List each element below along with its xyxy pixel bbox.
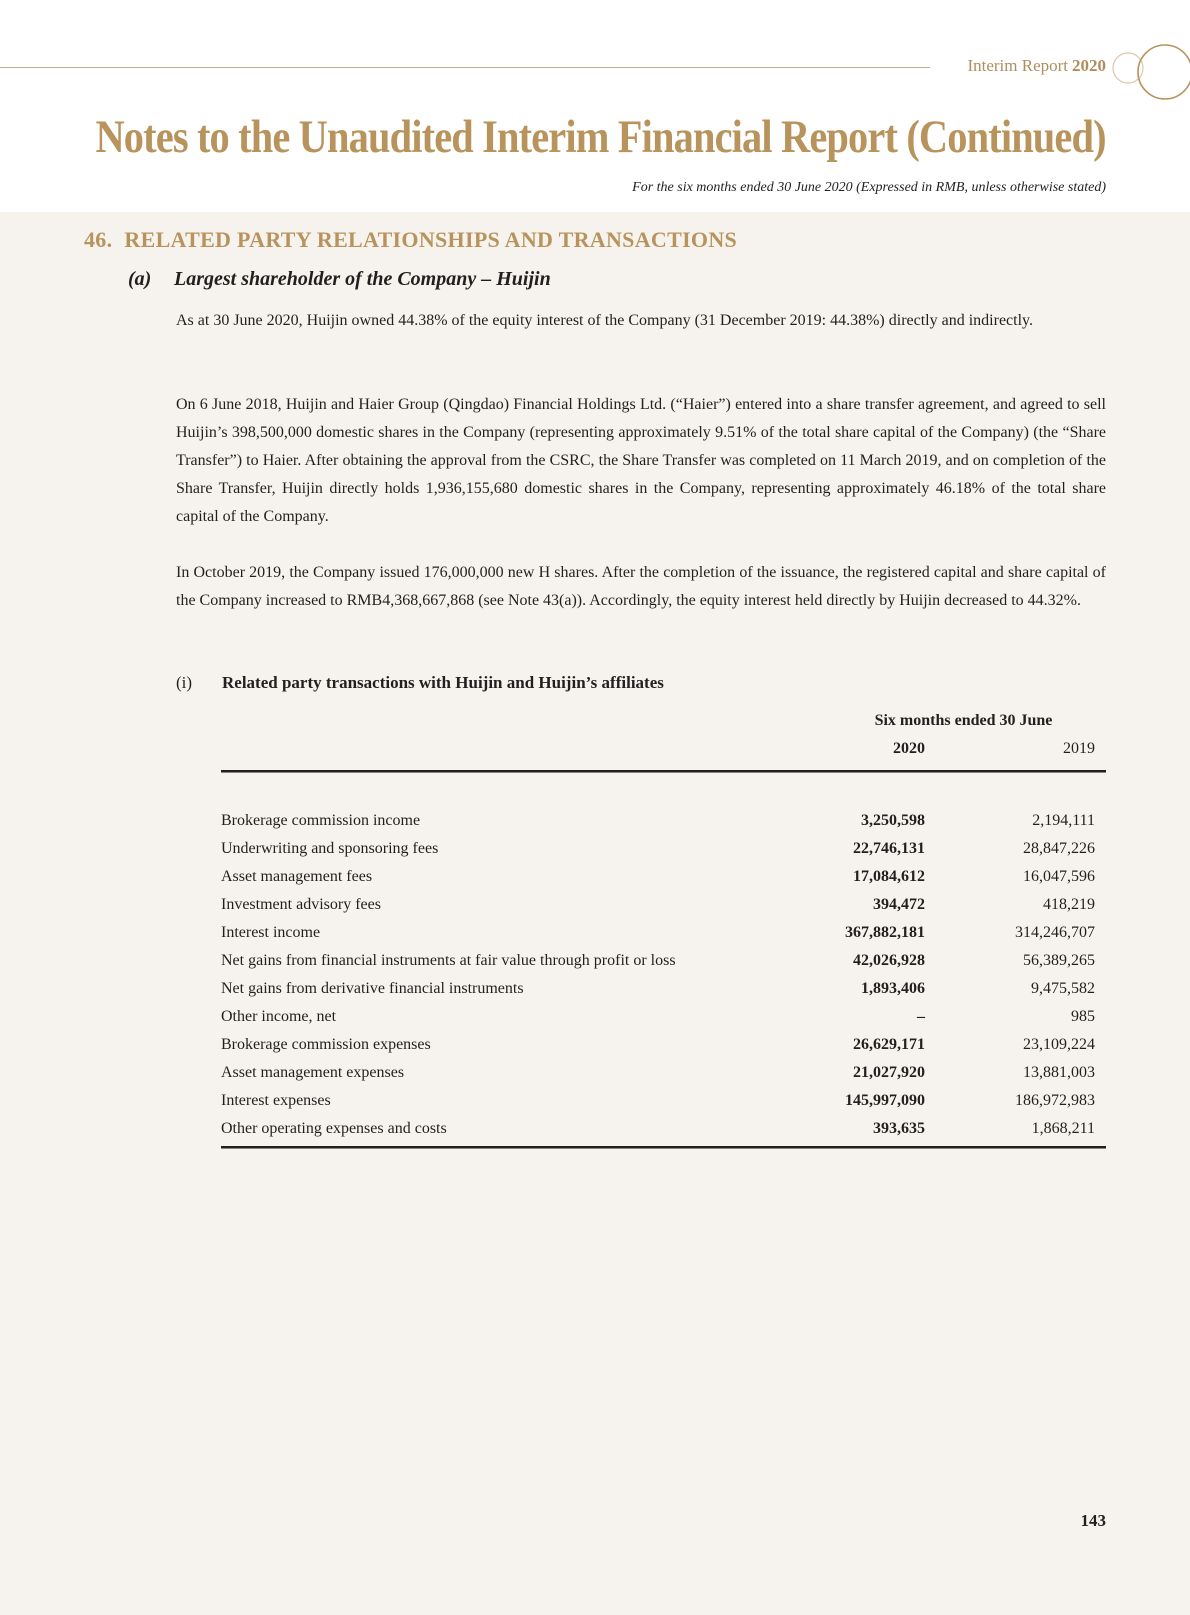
row-label: Other operating expenses and costs (221, 1120, 447, 1137)
row-value-2020: 3,250,598 (861, 812, 925, 829)
table-row (221, 947, 1106, 975)
section-title-text: RELATED PARTY RELATIONSHIPS AND TRANSACTIONS (124, 227, 738, 252)
row-value-2020: 393,635 (873, 1120, 925, 1137)
page-number: 143 (1080, 1511, 1106, 1530)
row-label: Underwriting and sponsoring fees (221, 840, 439, 857)
subsubsection-title-text: Related party transactions with Huijin and Huijin’s affiliates (222, 673, 664, 692)
row-value-2019: 9,475,582 (1031, 980, 1095, 997)
table-row (221, 807, 1106, 835)
table-row (221, 919, 1106, 947)
row-value-2019: 418,219 (1043, 896, 1095, 913)
table-row (221, 863, 1106, 891)
column-group-header: Six months ended 30 June (874, 712, 1053, 729)
row-value-2020: 26,629,171 (853, 1036, 925, 1053)
column-header-2019: 2019 (1063, 740, 1095, 757)
table-row (221, 1115, 1106, 1143)
row-value-2019: 985 (1071, 1008, 1095, 1025)
row-value-2020: 394,472 (873, 896, 925, 913)
row-label: Interest income (221, 924, 321, 941)
row-value-2019: 1,868,211 (1031, 1120, 1095, 1137)
table-row (221, 835, 1106, 863)
paragraph-ownership: As at 30 June 2020, Huijin owned 44.38% of the equity interest of the Company (31 December 2019: 44.38%) directly and indirectly. (176, 312, 1033, 329)
row-label: Brokerage commission expenses (221, 1036, 431, 1053)
row-label: Investment advisory fees (221, 896, 381, 913)
table-row (221, 1087, 1106, 1115)
section-heading (84, 227, 737, 253)
column-header-2020: 2020 (893, 740, 925, 757)
row-value-2020: 21,027,920 (853, 1064, 925, 1081)
row-value-2019: 56,389,265 (1023, 952, 1095, 969)
table-row (221, 1003, 1106, 1031)
row-value-2019: 23,109,224 (1023, 1036, 1095, 1053)
subsection-marker: (a) (128, 268, 152, 290)
table-header-rule (221, 770, 1106, 773)
table-body (221, 807, 1106, 1143)
row-label: Asset management expenses (221, 1064, 405, 1081)
row-value-2020: – (917, 1008, 925, 1025)
subsubsection-marker: (i) (176, 673, 193, 692)
row-value-2020: 145,997,090 (845, 1092, 925, 1109)
row-label: Other income, net (221, 1008, 337, 1025)
row-value-2020: 42,026,928 (853, 952, 925, 969)
row-value-2020: 367,882,181 (845, 924, 925, 941)
row-label: Net gains from derivative financial instruments (221, 980, 524, 997)
page-title: Notes to the Unaudited Interim Financial Report (Continued) (95, 111, 1106, 163)
row-value-2019: 13,881,003 (1023, 1064, 1095, 1081)
row-label: Net gains from financial instruments at fair value through profit or loss (221, 952, 676, 969)
report-year: 2020 (1072, 56, 1106, 75)
subsection-heading (128, 268, 551, 291)
table-row (221, 975, 1106, 1003)
row-value-2019: 2,194,111 (1032, 812, 1095, 829)
row-label: Asset management fees (221, 868, 373, 885)
decorative-circles-icon (1110, 44, 1190, 100)
report-label-text: Interim Report (967, 56, 1068, 75)
row-value-2019: 314,246,707 (1015, 924, 1095, 941)
row-value-2020: 17,084,612 (853, 868, 925, 885)
paragraph-share-transfer: On 6 June 2018, Huijin and Haier Group (Qingdao) Financial Holdings Ltd. (“Haier”) entered into a share transfer agreement, and agreed to sell Huijin’s 398,500,000 domestic shares in the Company (representing approximately 9.51% of the total share capital of the Company) (the “Share Transfer”) to Haier. After obtaining the approval from the CSRC, the Share Transfer was completed on 11 March 2019, and on completion of the Share Transfer, Huijin directly holds 1,936,155,680 domestic shares in the Company, representing approximately 46.18% of the total share capital of the Company. (176, 396, 1106, 525)
table-row (221, 891, 1106, 919)
report-label (967, 56, 1106, 76)
subsubsection-heading (176, 673, 664, 693)
row-value-2020: 22,746,131 (853, 840, 925, 857)
header-rule (0, 67, 930, 68)
row-label: Brokerage commission income (221, 812, 421, 829)
paragraph-h-share-issuance: In October 2019, the Company issued 176,000,000 new H shares. After the completion of the issuance, the registered capital and share capital of the Company increased to RMB4,368,667,868 (see Note 43(a)). Accordingly, the equity interest held directly by Huijin decreased to 44.32%. (176, 564, 1106, 609)
row-value-2019: 28,847,226 (1023, 840, 1095, 857)
row-value-2020: 1,893,406 (861, 980, 925, 997)
subsection-title-text: Largest shareholder of the Company – Huijin (174, 268, 551, 290)
section-number: 46. (84, 227, 113, 252)
table-footer-rule (221, 1146, 1106, 1149)
page-subtitle: For the six months ended 30 June 2020 (Expressed in RMB, unless otherwise stated) (632, 180, 1106, 195)
row-value-2019: 186,972,983 (1015, 1092, 1095, 1109)
row-value-2019: 16,047,596 (1023, 868, 1095, 885)
row-label: Interest expenses (221, 1092, 331, 1109)
table-row (221, 1059, 1106, 1087)
table-row (221, 1031, 1106, 1059)
